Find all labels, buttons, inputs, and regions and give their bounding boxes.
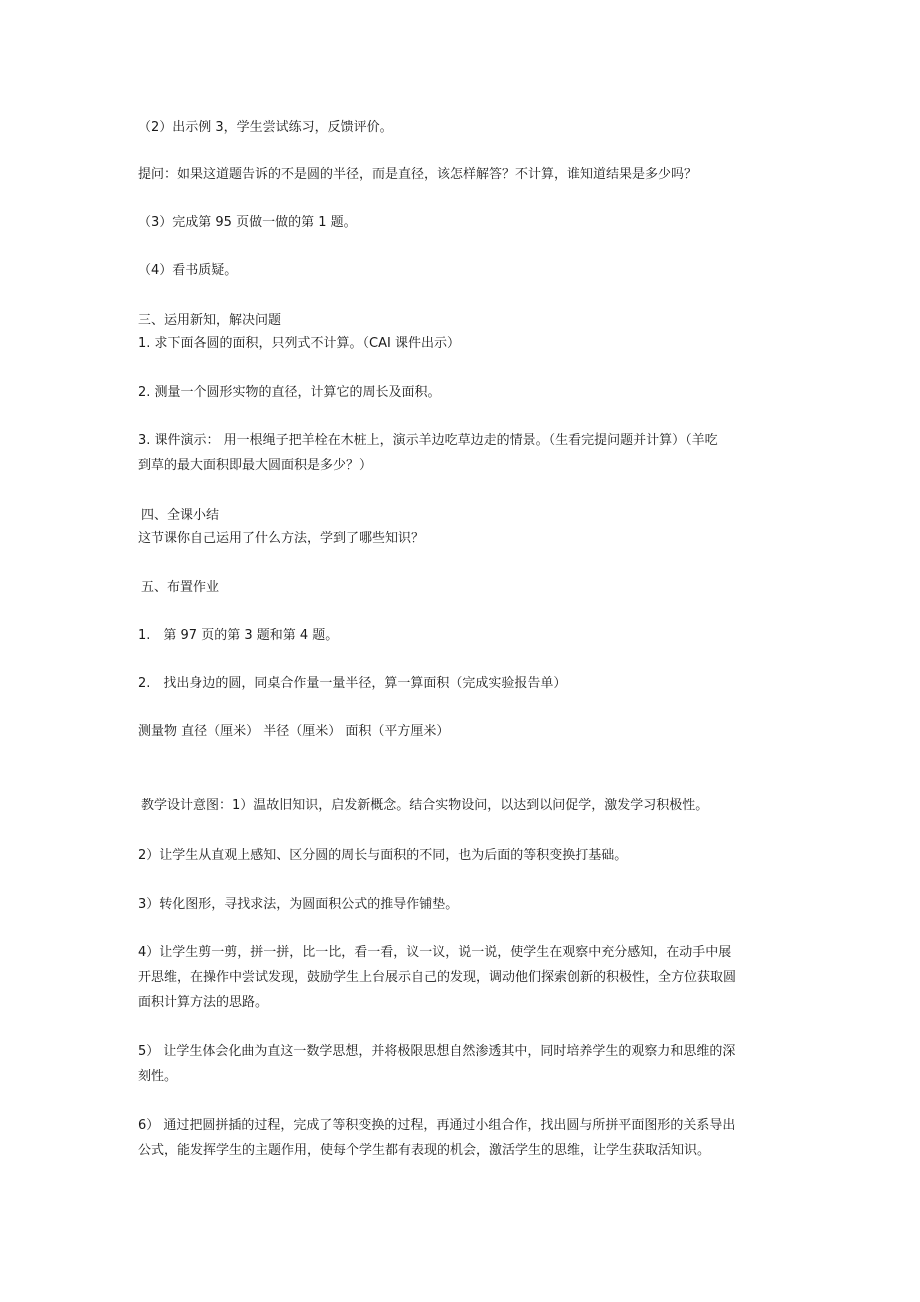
paragraph-design-intent-6-line1: 6） 通过把圆拼插的过程，完成了等积变换的过程，再通过小组合作，找出圆与所拼平面图形的关系导出 bbox=[138, 1118, 736, 1133]
paragraph-summary: 这节课你自己运用了什么方法，学到了哪些知识？ bbox=[138, 531, 425, 546]
paragraph-design-intent-4-line1: 4）让学生剪一剪，拼一拼，比一比，看一看，议一议，说一说，使学生在观察中充分感知，在动手中展 bbox=[138, 945, 732, 960]
paragraph-design-intent-2: 2）让学生从直观上感知、区分圆的周长与面积的不同，也为后面的等积变换打基础。 bbox=[138, 848, 628, 863]
paragraph-design-intent-5-line2: 刻性。 bbox=[138, 1069, 178, 1084]
paragraph-design-intent-4-line2: 开思维，在操作中尝试发现，鼓励学生上台展示自己的发现，调动他们探索创新的积极性，全方位获取圆 bbox=[138, 970, 737, 985]
paragraph-read-book: （4）看书质疑。 bbox=[138, 263, 238, 278]
paragraph-item-1: 1. 求下面各圆的面积，只列式不计算。（CAI 课件出示） bbox=[138, 336, 460, 351]
section-heading-5: 五、布置作业 bbox=[141, 580, 220, 595]
paragraph-design-intent-4-line3: 面积计算方法的思路。 bbox=[138, 995, 269, 1010]
paragraph-homework-2: 2. 找出身边的圆，同桌合作量一量半径，算一算面积（完成实验报告单） bbox=[138, 676, 567, 691]
paragraph-item-2: 2. 测量一个圆形实物的直径，计算它的周长及面积。 bbox=[138, 385, 441, 400]
paragraph-item-3-line2: 到草的最大面积即最大圆面积是多少？） bbox=[138, 458, 373, 473]
paragraph-homework-1: 1. 第 97 页的第 3 题和第 4 题。 bbox=[138, 628, 339, 643]
paragraph-question: 提问：如果这道题告诉的不是圆的半径，而是直径，该怎样解答？不计算，谁知道结果是多少吗？ bbox=[138, 167, 698, 182]
paragraph-design-intent-6-line2: 公式，能发挥学生的主题作用，使每个学生都有表现的机会，激活学生的思维，让学生获取活知识。 bbox=[138, 1143, 711, 1158]
section-heading-4: 四、全课小结 bbox=[141, 508, 220, 523]
paragraph-measure-table-header: 测量物 直径（厘米） 半径（厘米） 面积（平方厘米） bbox=[138, 724, 450, 739]
paragraph-design-intent-5-line1: 5） 让学生体会化曲为直这一数学思想，并将极限思想自然渗透其中，同时培养学生的观察力和思维的深 bbox=[138, 1044, 736, 1059]
section-heading-3: 三、运用新知，解决问题 bbox=[138, 313, 282, 328]
paragraph-design-intent-3: 3）转化图形，寻找求法，为圆面积公式的推导作铺垫。 bbox=[138, 897, 459, 912]
paragraph-design-intent-1: 教学设计意图：1）温故旧知识，启发新概念。结合实物设问，以达到以问促学，激发学习积极性。 bbox=[141, 798, 709, 813]
paragraph-exercise-95: （3）完成第 95 页做一做的第 1 题。 bbox=[138, 215, 357, 230]
paragraph-example-3: （2）出示例 3，学生尝试练习，反馈评价。 bbox=[138, 120, 393, 135]
paragraph-item-3-line1: 3. 课件演示： 用一根绳子把羊栓在木桩上，演示羊边吃草边走的情景。（生看完提问题并计算）（羊吃 bbox=[138, 433, 718, 448]
